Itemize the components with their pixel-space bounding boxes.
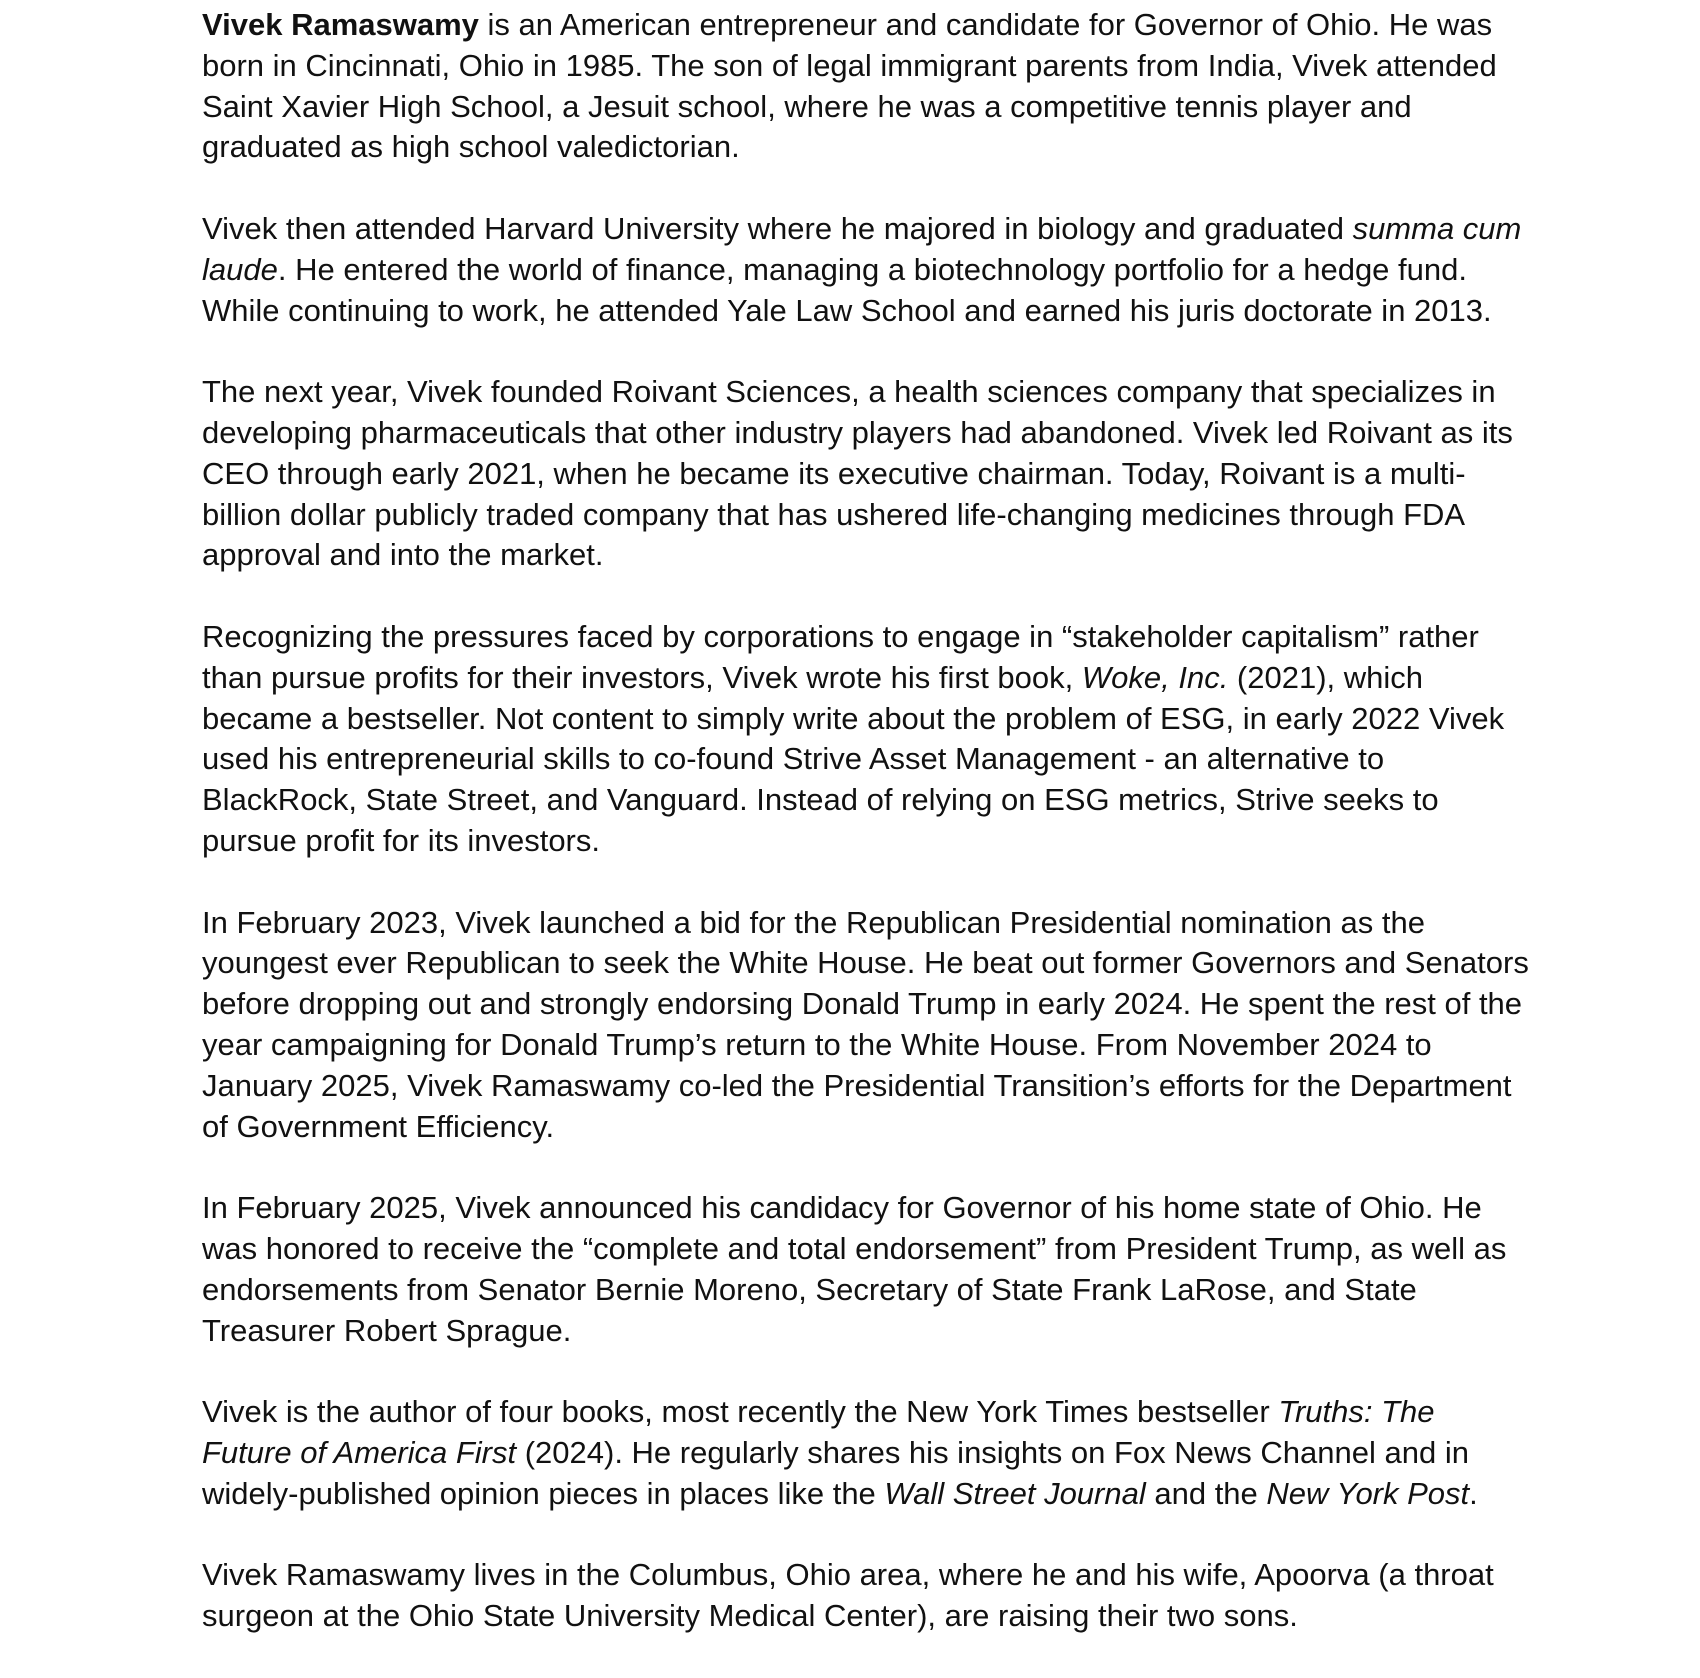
publication-title: New York Post xyxy=(1266,1475,1470,1511)
biography-document xyxy=(202,0,1532,1678)
paragraph-roivant xyxy=(202,372,1532,576)
text-run: Vivek then attended Harvard University where he majored in biology and graduated xyxy=(202,210,1353,246)
subject-name: Vivek Ramaswamy xyxy=(202,7,479,42)
paragraph-strive xyxy=(202,617,1532,862)
text-run: (2024). He regularly shares his insights on Fox News Channel and in widely-published opinion pieces in places like the xyxy=(202,1434,1469,1511)
italic-run: summa cum laude xyxy=(202,210,1522,287)
paragraph-presidential-bid xyxy=(202,903,1532,1148)
book-title: Woke, Inc. xyxy=(1081,659,1229,695)
book-title: Truths: The Future of America First xyxy=(202,1394,1435,1470)
text-run: is an American entrepreneur and candidate for Governor of Ohio. He was born in Cincinnati, Ohio in 1985. The son of legal immigrant parents from India, Vivek attended Saint Xavier High School, a Jesuit school, where he was a competitive tennis player and graduated as high school valedictorian. xyxy=(202,7,1497,165)
text-run: (2021), which became a bestseller. Not content to simply write about the problem of ESG, in early 2022 Vivek used his entrepreneurial skills to co-found Strive Asset Management - an alternative to BlackRock, State Street, and Vanguard. Instead of relying on ESG metrics, Strive seeks to pursue profit for its investors. xyxy=(202,659,1505,858)
paragraph-author xyxy=(202,1392,1532,1514)
text-run: In February 2025, Vivek announced his candidacy for Governor of his home state of Ohio. He was honored to receive the “complete and total endorsement” from President Trump, as well as endorsements from Senator Bernie Moreno, Secretary of State Frank LaRose, and State Treasurer Robert Sprague. xyxy=(202,1190,1507,1348)
text-run: In February 2023, Vivek launched a bid for the Republican Presidential nomination as the youngest ever Republican to seek the White House. He beat out former Governors and Senators before dropping out and strongly endorsing Donald Trump in early 2024. He spent the rest of the year campaigning for Donald Trump’s return to the White House. From November 2024 to January 2025, Vivek Ramaswamy co-led the Presidential Transition’s efforts for the Department of Government Efficiency. xyxy=(202,904,1529,1144)
text-run: Recognizing the pressures faced by corporations to engage in “stakeholder capitalism” rather than pursue profits for their investors, Vivek wrote his first book, xyxy=(202,618,1479,695)
paragraph-education xyxy=(202,209,1532,331)
text-run: . He entered the world of finance, managing a biotechnology portfolio for a hedge fund. While continuing to work, he attended Yale Law School and earned his juris doctorate in 2013. xyxy=(202,251,1492,328)
paragraph-early-life xyxy=(202,5,1532,168)
text-run: The next year, Vivek founded Roivant Sciences, a health sciences company that specializes in developing pharmaceuticals that other industry players had abandoned. Vivek led Roivant as its CEO through early 2021, when he became its executive chairman. Today, Roivant is a multi-billion dollar publicly traded company that has ushered life-changing medicines through FDA approval and into the market. xyxy=(202,374,1513,573)
text-run: and the xyxy=(1145,1475,1267,1511)
text-run: Vivek is the author of four books, most recently the New York Times bestseller xyxy=(202,1394,1279,1430)
publication-title: Wall Street Journal xyxy=(884,1475,1146,1511)
text-run: . xyxy=(1469,1475,1478,1511)
paragraph-governor-candidacy xyxy=(202,1188,1532,1351)
paragraph-family xyxy=(202,1555,1532,1637)
text-run: Vivek Ramaswamy lives in the Columbus, Ohio area, where he and his wife, Apoorva (a throat surgeon at the Ohio State University Medical Center), are raising their two sons. xyxy=(202,1557,1494,1634)
